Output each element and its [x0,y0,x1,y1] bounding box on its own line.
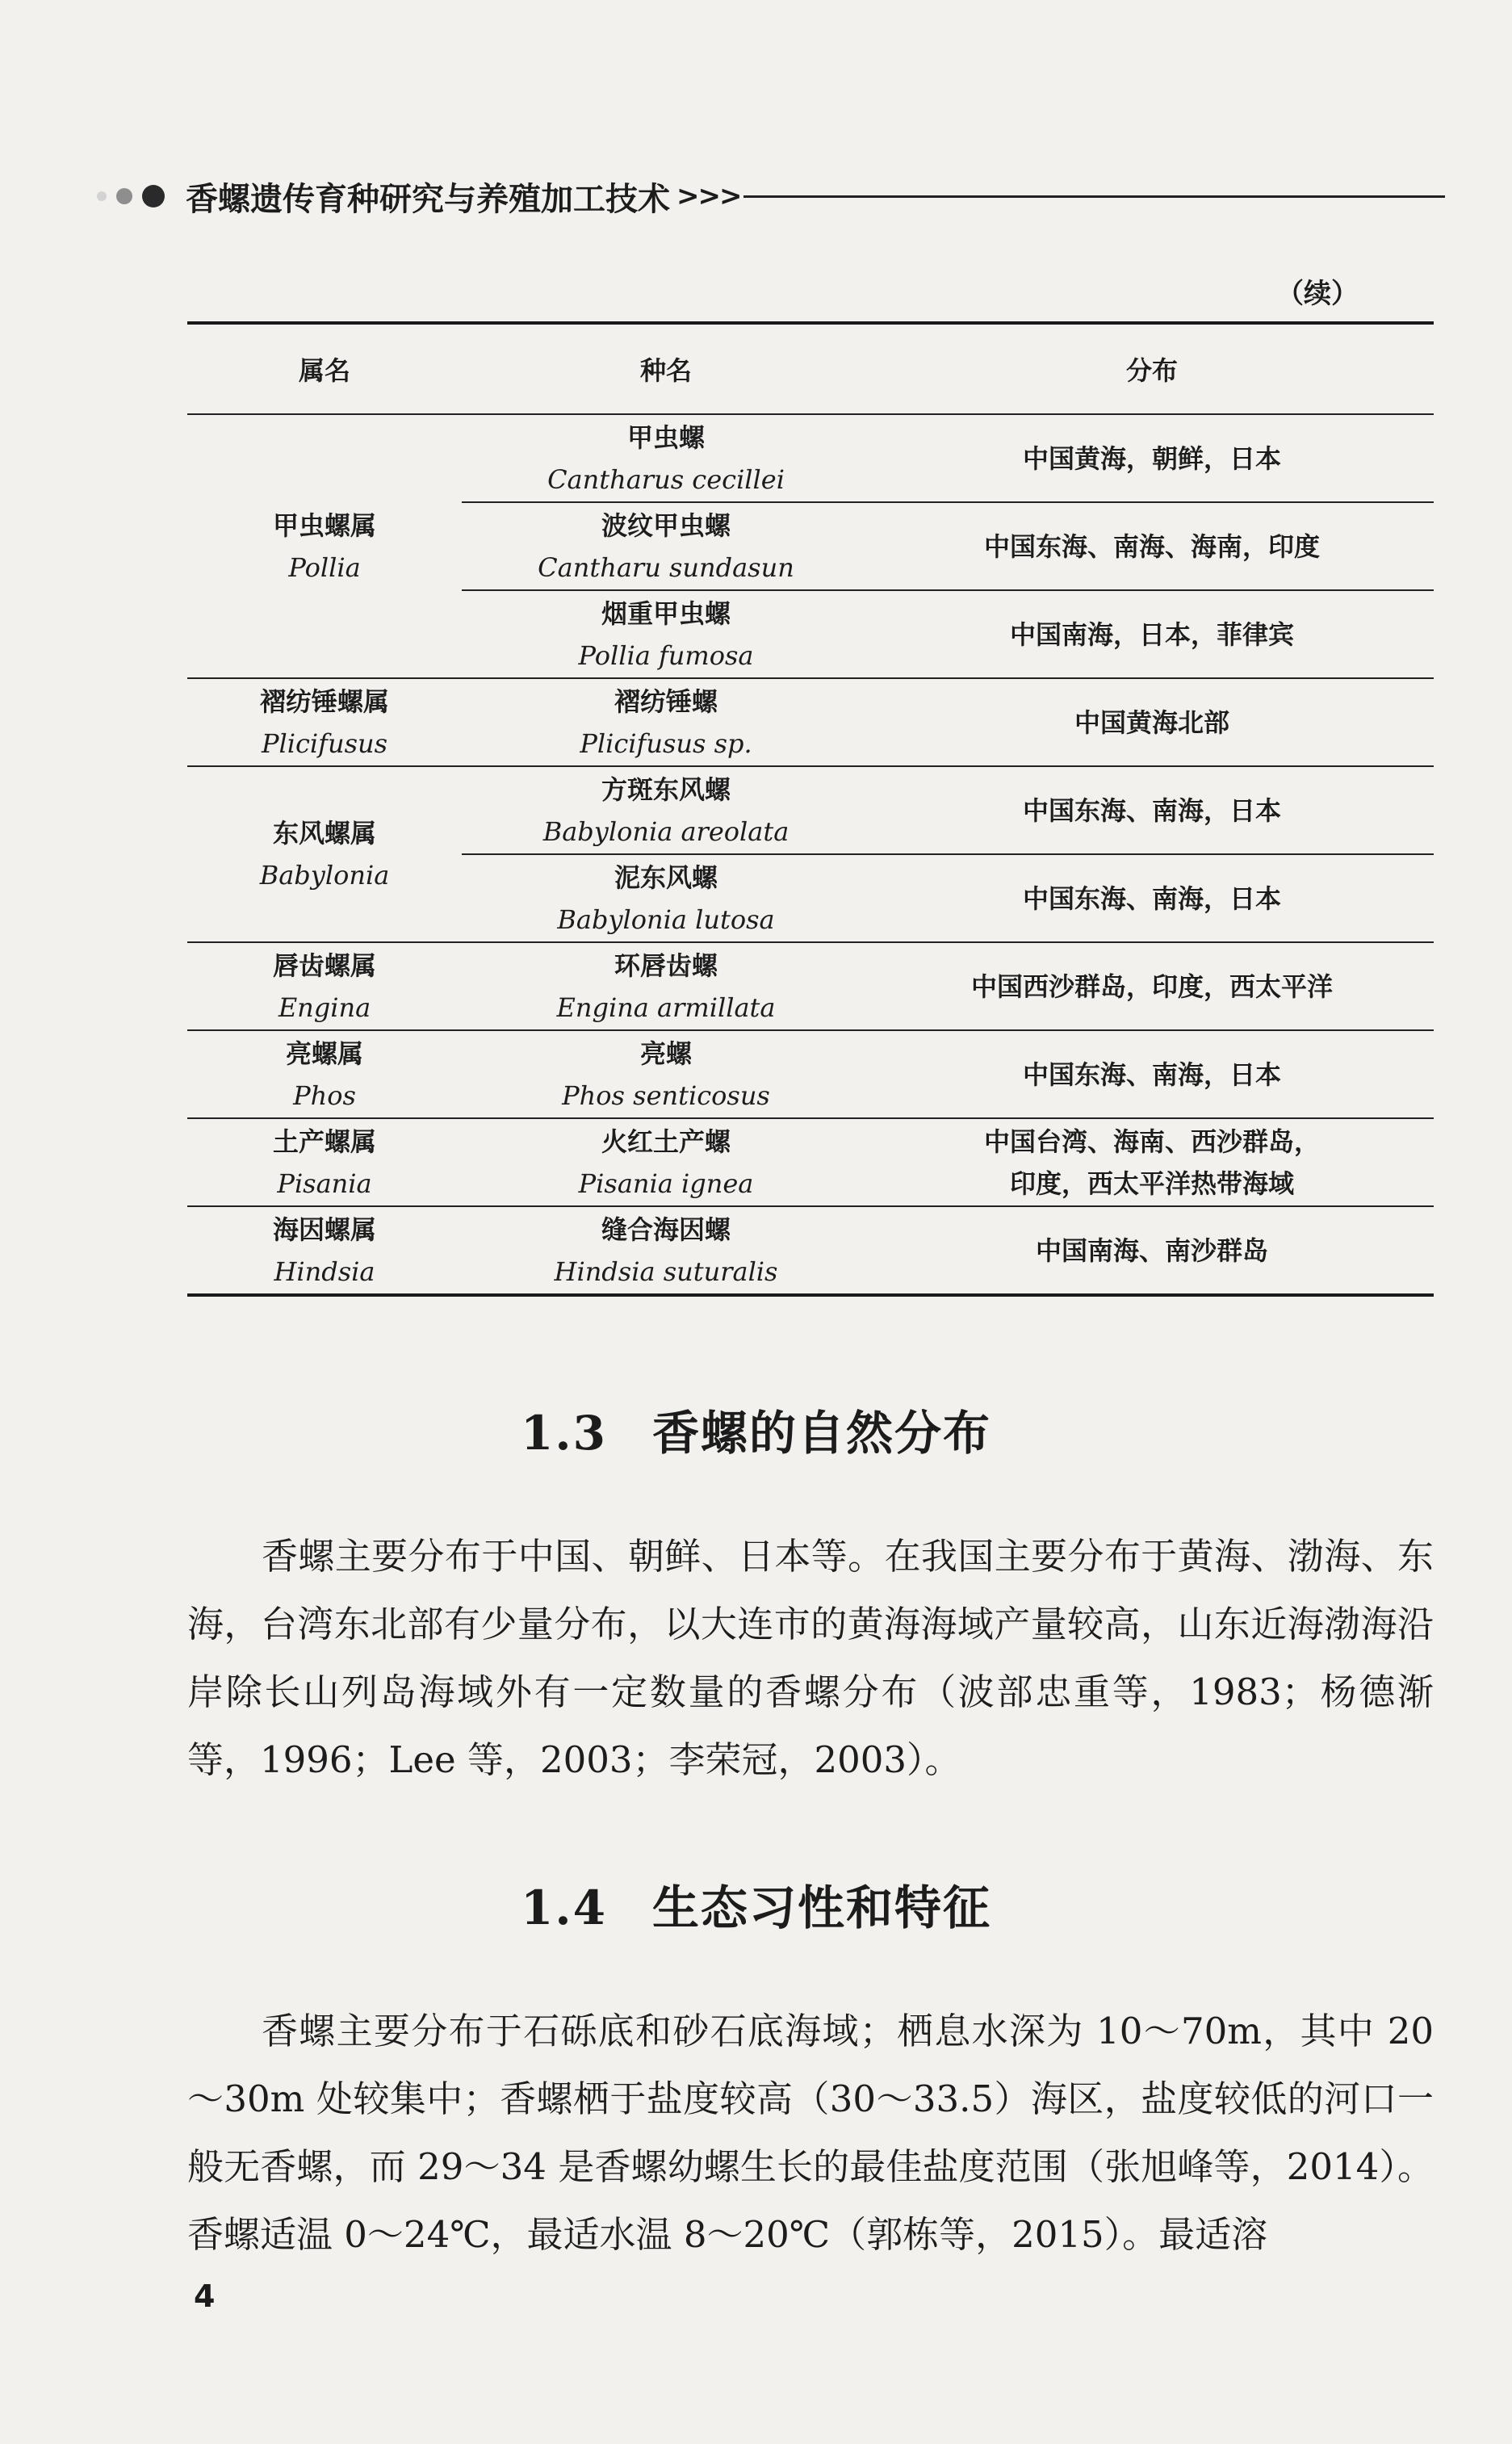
species-cell [462,1121,870,1205]
distribution-cell: 中国南海、南沙群岛 [1035,1235,1268,1266]
species-cn: 泥东风螺 [614,861,718,893]
genus-cell [187,1119,462,1205]
species-cell [462,593,870,677]
table-row [462,679,1434,765]
species-latin: Pollia fumosa [578,639,754,671]
header-species: 种名 [639,355,692,386]
distribution-cell [870,1121,1434,1205]
section-number: 1.3 [521,1406,607,1461]
species-latin: Cantharus cecillei [547,463,785,495]
species-rows [462,415,1434,677]
species-cell [462,945,870,1029]
species-rows [462,767,1434,941]
species-cn: 方斑东风螺 [601,773,731,805]
species-latin: Babylonia lutosa [557,903,775,935]
table-group [187,679,1434,767]
species-latin: Engina armillata [556,991,776,1023]
table-group [187,1031,1434,1119]
species-cell [462,769,870,853]
table-header-row [187,325,1434,415]
page-number: 4 [194,2278,216,2314]
table-row [462,415,1434,501]
species-cn: 甲虫螺 [626,421,705,453]
genus-latin: Engina [278,991,371,1023]
genus-cell [187,943,462,1029]
species-rows [462,943,1434,1029]
species-rows [462,679,1434,765]
species-latin: Babylonia areolata [542,815,790,847]
table-row [462,589,1434,677]
species-cn: 缝合海因螺 [601,1214,731,1245]
genus-cn: 唇齿螺属 [272,950,376,981]
species-latin: Cantharu sundasun [538,551,794,583]
header-arrows: >>> [676,180,741,212]
genus-latin: Babylonia [259,860,390,891]
genus-cn: 东风螺属 [272,818,376,849]
section-paragraph: 香螺主要分布于石砾底和砂石底海域；栖息水深为 10～70m，其中 20～30m 处较集中；香螺栖于盐度较高（30～33.5）海区，盐度较低的河口一般无香螺，而 29～34 是香螺幼螺生长的最佳盐度范围（张旭峰等，2014）。香螺适温 0～24℃，最适水温 8～20℃（郭栋等，2015）。最适溶 [187,2010,1434,2256]
table-row [462,1031,1434,1117]
medium-dot-icon [116,188,132,204]
table-group [187,1207,1434,1293]
genus-cell [187,767,462,941]
distribution-cell: 中国黄海北部 [1074,706,1229,738]
species-cn: 亮螺 [639,1038,692,1069]
table-row [462,767,1434,853]
distribution-cell: 中国东海、南海、海南，印度 [983,530,1320,562]
table-row [462,853,1434,941]
header-distribution: 分布 [1125,355,1178,386]
species-cn: 褶纺锤螺 [614,685,718,717]
section-title: 生态习性和特征 [651,1880,991,1935]
small-dot-icon [97,191,107,201]
species-latin: Plicifusus sp. [580,727,752,759]
genus-latin: Pisania [277,1168,372,1199]
genus-cn: 褶纺锤螺属 [259,685,389,717]
species-rows [462,1207,1434,1293]
large-dot-icon [142,185,165,208]
book-title: 香螺遗传育种研究与养殖加工技术 [186,180,670,218]
genus-cn: 海因螺属 [272,1214,376,1245]
table-row [462,943,1434,1029]
genus-latin: Phos [293,1079,356,1111]
table-continued-label: （续） [1276,278,1359,310]
species-cn: 环唇齿螺 [614,950,718,981]
table-group [187,415,1434,679]
species-cn: 波纹甲虫螺 [601,509,731,541]
genus-latin: Hindsia [274,1256,375,1287]
species-latin: Hindsia suturalis [554,1256,778,1287]
species-cell [462,417,870,501]
genus-cell [187,1031,462,1117]
section-heading [0,1870,1512,1938]
species-cell [462,1209,870,1293]
section-heading [0,1395,1512,1463]
species-rows [462,1031,1434,1117]
species-latin: Phos senticosus [562,1079,770,1111]
distribution-cell: 中国东海、南海，日本 [1022,1059,1281,1090]
section-paragraph: 香螺主要分布于中国、朝鲜、日本等。在我国主要分布于黄海、渤海、东海，台湾东北部有少量分布，以大连市的黄海海域产量较高，山东近海渤海沿岸除长山列岛海域外有一定数量的香螺分布（波部忠重等，1983；杨德渐等，1996；Lee 等，2003；李荣冠，2003）。 [187,1535,1434,1781]
genus-cell [187,415,462,677]
distribution-cell: 中国西沙群岛，印度，西太平洋 [970,970,1333,1002]
genus-cn: 甲虫螺属 [272,509,376,541]
species-rows [462,1119,1434,1205]
species-cn: 烟重甲虫螺 [601,597,731,629]
species-cell [462,681,870,765]
genus-cell [187,679,462,765]
section-number: 1.4 [521,1880,607,1935]
distribution-cell: 中国东海、南海，日本 [1022,794,1281,826]
species-cell [462,1033,870,1117]
species-latin: Pisania ignea [578,1168,754,1199]
genus-cn: 土产螺属 [272,1126,376,1157]
distribution-cell: 中国黄海，朝鲜，日本 [1022,442,1281,474]
genus-cell [187,1207,462,1293]
table-row [462,501,1434,589]
genus-latin: Plicifusus [261,727,388,759]
header-dots-icon [97,185,174,208]
species-table [187,321,1434,1297]
table-row [462,1119,1434,1205]
distribution-cell: 中国东海、南海，日本 [1022,882,1281,914]
table-group [187,767,1434,943]
table-group [187,1119,1434,1207]
species-cell [462,505,870,589]
table-row [462,1207,1434,1293]
table-group [187,943,1434,1031]
genus-cn: 亮螺属 [285,1038,363,1069]
header-genus: 属名 [298,355,350,386]
running-header [97,168,1445,224]
distribution-cell: 中国南海，日本，菲律宾 [1009,618,1294,650]
distribution-line: 中国台湾、海南、西沙群岛， [983,1126,1320,1157]
genus-latin: Pollia [288,551,361,583]
species-cn: 火红土产螺 [601,1126,731,1157]
section-title: 香螺的自然分布 [651,1406,991,1461]
distribution-line: 印度，西太平洋热带海域 [1009,1168,1294,1199]
header-rule [743,195,1445,198]
species-cell [462,857,870,941]
